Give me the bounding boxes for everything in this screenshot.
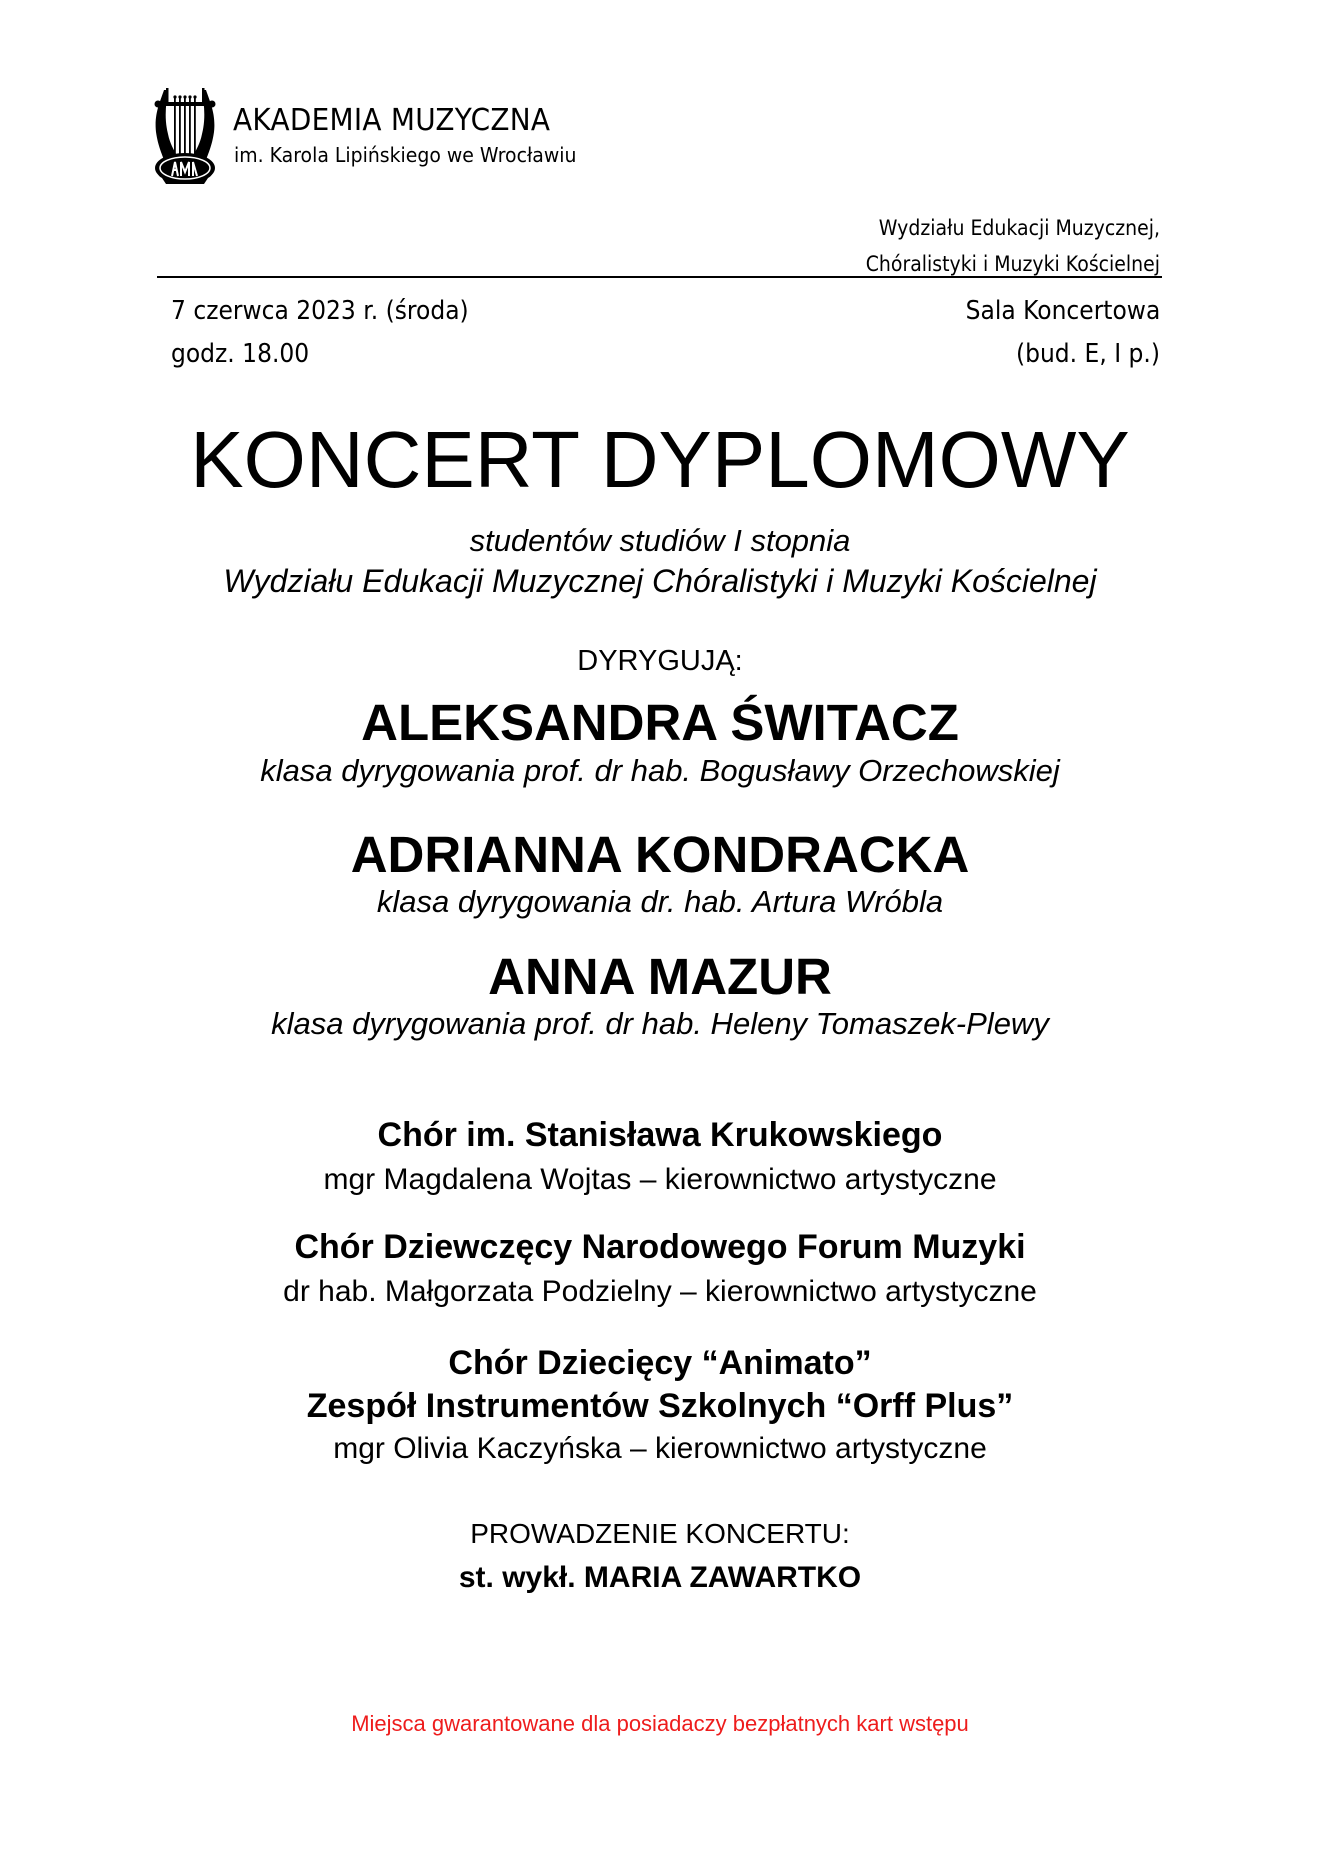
ensemble-name-secondary: Zespół Instrumentów Szkolnych “Orff Plus” <box>306 1387 1014 1425</box>
institution-name: AKADEMIA MUZYCZNA <box>233 103 551 138</box>
header-divider <box>157 276 1162 278</box>
conductor-class: klasa dyrygowania dr. hab. Artura Wróbla <box>376 884 944 919</box>
institution-subtitle: im. Karola Lipińskiego we Wrocławiu <box>234 143 577 167</box>
ensemble-director: mgr Magdalena Wojtas – kierownictwo artystyczne <box>323 1163 997 1196</box>
conductor-class: klasa dyrygowania prof. dr hab. Bogusławy Orzechowskiej <box>260 753 1060 788</box>
department-block <box>866 210 1160 282</box>
event-date: 7 czerwca 2023 r. (środa) <box>171 296 469 326</box>
admission-notice: Miejsca gwarantowane dla posiadaczy bezpłatnych kart wstępu <box>351 1711 969 1736</box>
host-title-prefix: st. wykł. <box>458 1561 576 1594</box>
ensemble-director: dr hab. Małgorzata Podzielny – kierownictwo artystyczne <box>283 1275 1037 1308</box>
event-venue: Sala Koncertowa <box>965 296 1160 326</box>
conductor-name: ALEKSANDRA ŚWITACZ <box>361 694 959 751</box>
host-name: MARIA ZAWARTKO <box>583 1561 862 1594</box>
subtitle-line-2: Wydziału Edukacji Muzycznej Chóralistyki i Muzyki Kościelnej <box>223 563 1097 599</box>
lyre-icon <box>150 84 220 186</box>
ensemble-director: mgr Olivia Kaczyńska – kierownictwo artystyczne <box>333 1432 987 1465</box>
event-building: (bud. E, I p.) <box>1016 339 1160 369</box>
conductor-name: ADRIANNA KONDRACKA <box>350 826 970 883</box>
event-time: godz. 18.00 <box>171 339 310 369</box>
host-label: PROWADZENIE KONCERTU: <box>470 1518 850 1549</box>
ensemble-name: Chór Dziecięcy “Animato” <box>448 1344 872 1382</box>
conductors-label: DYRYGUJĄ: <box>577 645 743 677</box>
department-line-1: Wydziału Edukacji Muzycznej, <box>878 216 1160 240</box>
conductor-name: ANNA MAZUR <box>488 948 832 1005</box>
ensemble-name: Chór im. Stanisława Krukowskiego <box>377 1116 943 1154</box>
ensemble-name: Chór Dziewczęcy Narodowego Forum Muzyki <box>294 1228 1026 1266</box>
page-title: KONCERT DYPLOMOWY <box>190 415 1130 504</box>
host-line <box>0 1561 1320 1595</box>
department-line-2: Chóralistyki i Muzyki Kościelnej <box>865 252 1160 276</box>
subtitle-line-1: studentów studiów I stopnia <box>469 523 851 558</box>
conductor-class: klasa dyrygowania prof. dr hab. Heleny Tomaszek-Plewy <box>271 1006 1049 1041</box>
